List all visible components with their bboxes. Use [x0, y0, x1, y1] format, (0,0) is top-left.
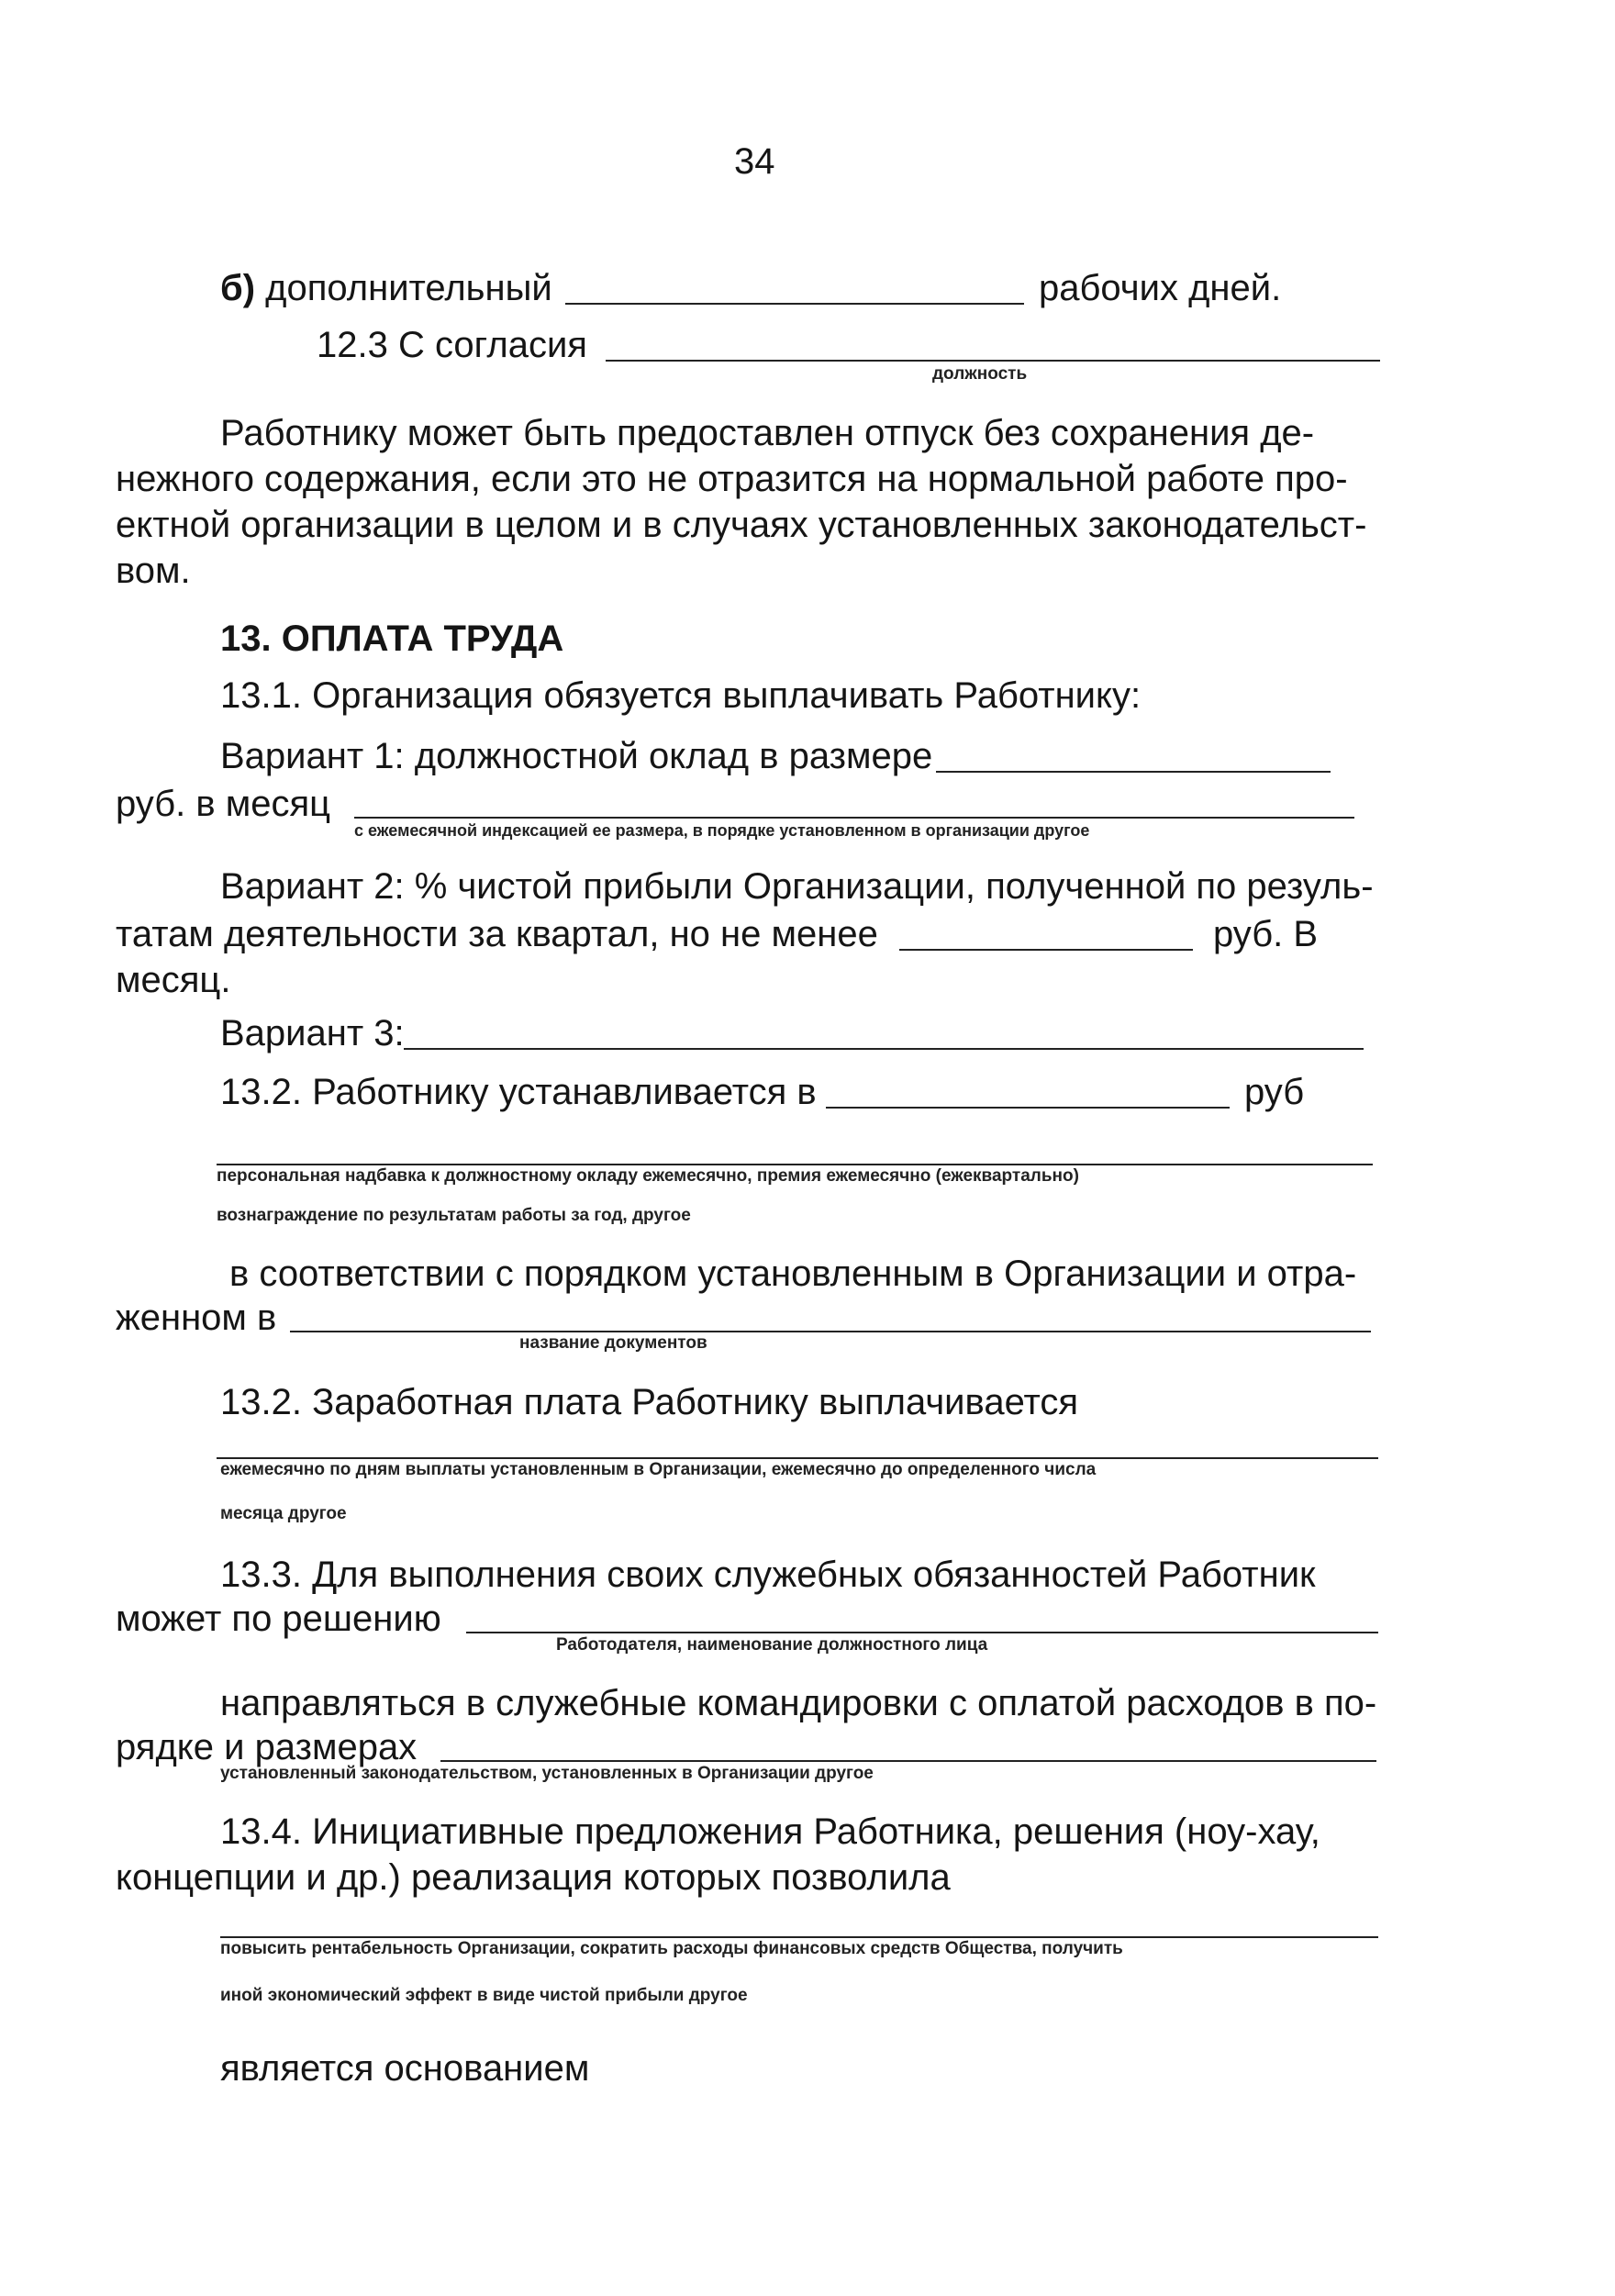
- item-13-4-line: 13.4. Инициативные предложения Работника, решения (ноу-хау,: [220, 1811, 1320, 1852]
- blank-bonus-amount: [826, 1107, 1230, 1109]
- paragraph-line: нежного содержания, если это не отразится на нормальной работе про-: [116, 459, 1348, 499]
- blank-variant-3: [404, 1048, 1364, 1050]
- caption-profit: повысить рентабельность Организации, сократить расходы финансовых средств Общества, получить: [220, 1939, 1123, 1958]
- item-13-2b: 13.2. Заработная плата Работнику выплачивается: [220, 1382, 1079, 1422]
- section-heading: 13. ОПЛАТА ТРУДА: [220, 619, 564, 659]
- variant-3: Вариант 3:: [220, 1013, 405, 1053]
- item-13-3-line: может по решению: [116, 1599, 441, 1639]
- line-b-prefix: б): [220, 268, 256, 308]
- blank-salary-amount: [936, 771, 1331, 773]
- caption-employer: Работодателя, наименование должностного лица: [556, 1635, 988, 1655]
- line-b-text: дополнительный: [265, 268, 552, 308]
- item-13-4-line: концепции и др.) реализация которых позволила: [116, 1857, 951, 1898]
- paragraph-line: вом.: [116, 551, 191, 591]
- paragraph-line: Работнику может быть предоставлен отпуск без сохранения де-: [220, 413, 1315, 453]
- caption-trips: установленный законодательством, установленных в Организации другое: [220, 1764, 874, 1783]
- item-13-2a-rub: руб: [1244, 1072, 1305, 1112]
- blank-documents: [290, 1331, 1371, 1332]
- caption-bonus: вознаграждение по результатам работы за год, другое: [217, 1206, 691, 1225]
- caption-salary: месяца другое: [220, 1504, 347, 1523]
- blank-decision: [466, 1632, 1378, 1633]
- line-b-suffix: рабочих дней.: [1039, 268, 1282, 308]
- accordance-line: в соответствии с порядком установленным в Организации и отра-: [229, 1254, 1357, 1294]
- variant-2-line: месяц.: [116, 960, 231, 1000]
- item-13-3-line: 13.3. Для выполнения своих служебных обязанностей Работник: [220, 1555, 1316, 1595]
- item-12-3: 12.3 С согласия: [317, 325, 587, 365]
- blank-additional-days: [565, 303, 1024, 305]
- caption-profit: иной экономический эффект в виде чистой прибыли другое: [220, 1986, 748, 2005]
- blank-min-amount: [899, 949, 1193, 951]
- item-13-2a: 13.2. Работнику устанавливается в: [220, 1072, 817, 1112]
- variant-2-line: Вариант 2: % чистой прибыли Организации, полученной по резуль-: [220, 866, 1374, 907]
- caption-position: должность: [932, 364, 1028, 384]
- item-13-1: 13.1. Организация обязуется выплачивать Работнику:: [220, 675, 1142, 716]
- blank-trips: [440, 1760, 1376, 1762]
- trips-line: направляться в служебные командировки с оплатой расходов в по-: [220, 1683, 1377, 1723]
- paragraph-line: ектной организации в целом и в случаях установленных законодательст-: [116, 505, 1367, 545]
- variant-1-rub: руб. в месяц: [116, 784, 331, 824]
- trips-line: рядке и размерах: [116, 1727, 418, 1767]
- blank-indexation: [354, 817, 1354, 819]
- variant-1: Вариант 1: должностной оклад в размере: [220, 736, 933, 776]
- caption-docs: название документов: [519, 1333, 707, 1353]
- caption-indexation: с ежемесячной индексацией ее размера, в порядке установленном в организации другое: [354, 821, 1090, 840]
- final-line: является основанием: [220, 2048, 590, 2089]
- variant-2-rub: руб. В: [1213, 914, 1319, 954]
- blank-consent: [606, 360, 1380, 362]
- caption-bonus: персональная надбавка к должностному окладу ежемесячно, премия ежемесячно (ежеквартально): [217, 1166, 1079, 1186]
- caption-salary: ежемесячно по дням выплаты установленным в Организации, ежемесячно до определенного числа: [220, 1460, 1097, 1479]
- accordance-line: женном в: [116, 1298, 277, 1338]
- variant-2-line: татам деятельности за квартал, но не менее: [116, 914, 878, 954]
- page-number: 34: [734, 141, 775, 182]
- line-b: [220, 266, 552, 310]
